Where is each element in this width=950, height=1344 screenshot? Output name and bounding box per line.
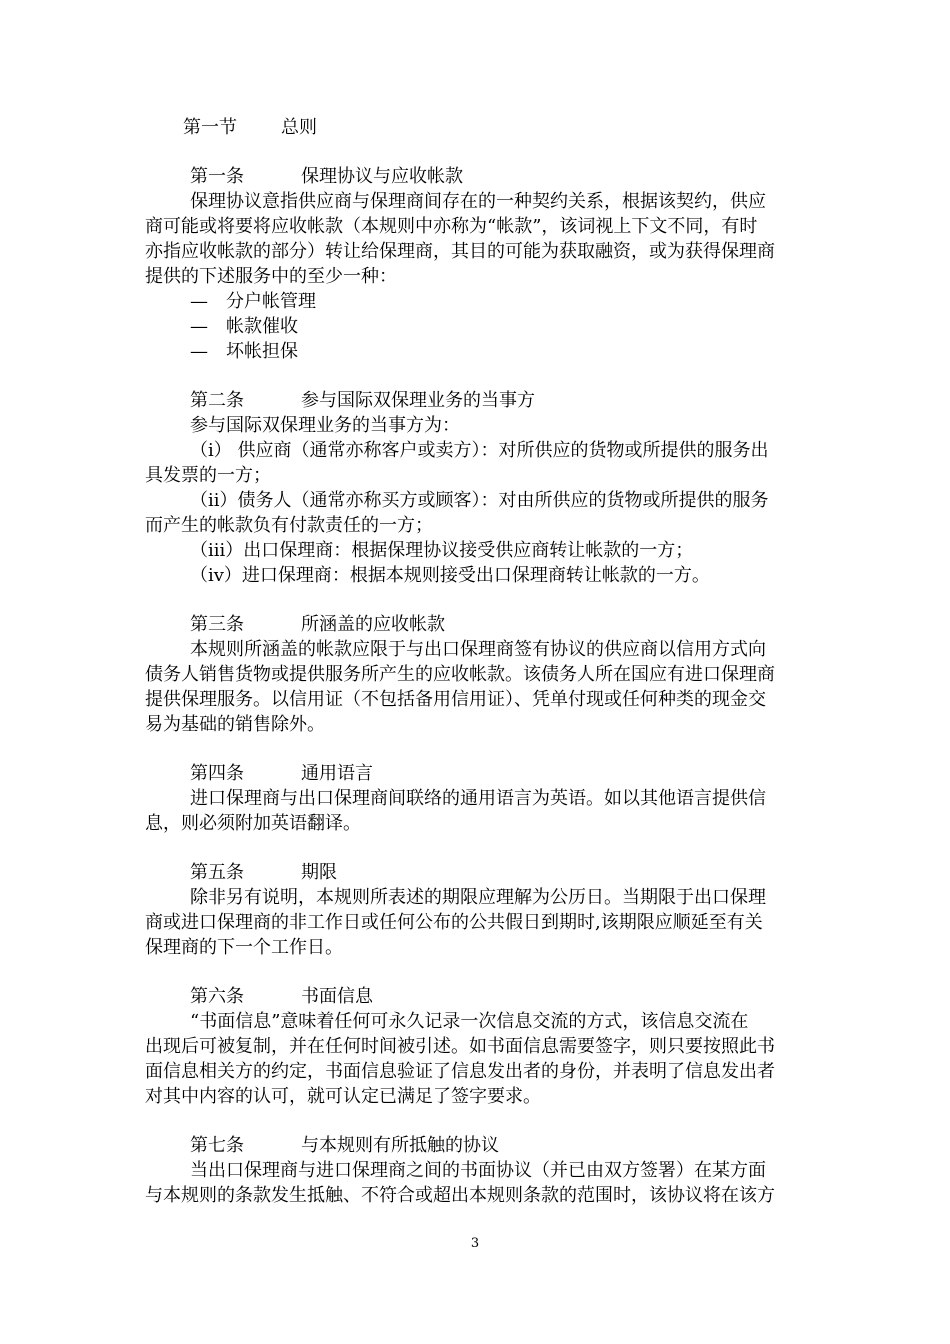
section-label: 第一节 [183, 117, 237, 138]
article-2-line: 具发票的一方； [145, 465, 271, 486]
article-4-line: 进口保理商与出口保理商间联络的通用语言为英语。如以其他语言提供信 [190, 788, 766, 809]
article-3-label: 第三条 [190, 614, 244, 635]
article-1-label: 第一条 [190, 166, 244, 187]
article-1-line: 提供的下述服务中的至少一种： [145, 266, 397, 287]
article-6-line: 对其中内容的认可，就可认定已满足了签字要求。 [145, 1086, 541, 1107]
article-3-line: 本规则所涵盖的帐款应限于与出口保理商签有协议的供应商以信用方式向 [190, 639, 766, 660]
article-1-title: 保理协议与应收帐款 [301, 166, 463, 187]
article-5-label: 第五条 [190, 862, 244, 883]
article-6-line: 出现后可被复制，并在任何时间被引述。如书面信息需要签字，则只要按照此书 [145, 1036, 775, 1057]
article-2-line: （i） 供应商（通常亦称客户或卖方）：对所供应的货物或所提供的服务出 [190, 440, 769, 461]
bullet-dash: — [190, 341, 208, 362]
bullet-text: 坏帐担保 [226, 341, 298, 362]
article-2-line: 参与国际双保理业务的当事方为： [190, 415, 460, 436]
page-number: 3 [470, 1236, 480, 1251]
article-3-line: 易为基础的销售除外。 [145, 714, 325, 735]
article-2-title: 参与国际双保理业务的当事方 [301, 390, 535, 411]
article-4-title: 通用语言 [301, 763, 373, 784]
article-7-title: 与本规则有所抵触的协议 [301, 1135, 499, 1156]
section-title: 总则 [281, 117, 317, 138]
article-5-line: 保理商的下一个工作日。 [145, 937, 343, 958]
article-6-line: “书面信息”意味着任何可永久记录一次信息交流的方式，该信息交流在 [190, 1011, 749, 1032]
article-3-line: 提供保理服务。以信用证（不包括备用信用证）、凭单付现或任何种类的现金交 [145, 689, 766, 710]
article-2-label: 第二条 [190, 390, 244, 411]
article-6-label: 第六条 [190, 986, 244, 1007]
article-6-title: 书面信息 [301, 986, 373, 1007]
article-7-line: 当出口保理商与进口保理商之间的书面协议（并已由双方签署）在某方面 [190, 1160, 766, 1181]
article-2-line: （iii）出口保理商：根据保理协议接受供应商转让帐款的一方； [190, 540, 694, 561]
article-6-line: 面信息相关方的约定，书面信息验证了信息发出者的身份，并表明了信息发出者 [145, 1061, 775, 1082]
article-3-title: 所涵盖的应收帐款 [301, 614, 445, 635]
article-4-label: 第四条 [190, 763, 244, 784]
article-5-line: 商或进口保理商的非工作日或任何公布的公共假日到期时,该期限应顺延至有关 [145, 912, 763, 933]
article-2-line: （ii）债务人（通常亦称买方或顾客）：对由所供应的货物或所提供的服务 [190, 490, 769, 511]
article-7-label: 第七条 [190, 1135, 244, 1156]
article-2-line: （iv）进口保理商：根据本规则接受出口保理商转让帐款的一方。 [190, 565, 710, 586]
article-5-title: 期限 [301, 862, 337, 883]
article-1-line: 亦指应收帐款的部分）转让给保理商，其目的可能为获取融资，或为获得保理商 [145, 241, 775, 262]
bullet-dash: — [190, 316, 208, 337]
article-3-line: 债务人销售货物或提供服务所产生的应收帐款。该债务人所在国应有进口保理商 [145, 664, 775, 685]
article-2-line: 而产生的帐款负有付款责任的一方； [145, 515, 433, 536]
article-4-line: 息，则必须附加英语翻译。 [145, 813, 361, 834]
bullet-text: 分户帐管理 [226, 291, 316, 312]
article-7-line: 与本规则的条款发生抵触、不符合或超出本规则条款的范围时，该协议将在该方 [145, 1185, 775, 1206]
article-1-line: 保理协议意指供应商与保理商间存在的一种契约关系，根据该契约，供应 [190, 191, 766, 212]
article-5-line: 除非另有说明，本规则所表述的期限应理解为公历日。当期限于出口保理 [190, 887, 766, 908]
article-1-line: 商可能或将要将应收帐款（本规则中亦称为“帐款”，该词视上下文不同，有时 [145, 216, 758, 237]
bullet-dash: — [190, 291, 208, 312]
bullet-text: 帐款催收 [226, 316, 298, 337]
